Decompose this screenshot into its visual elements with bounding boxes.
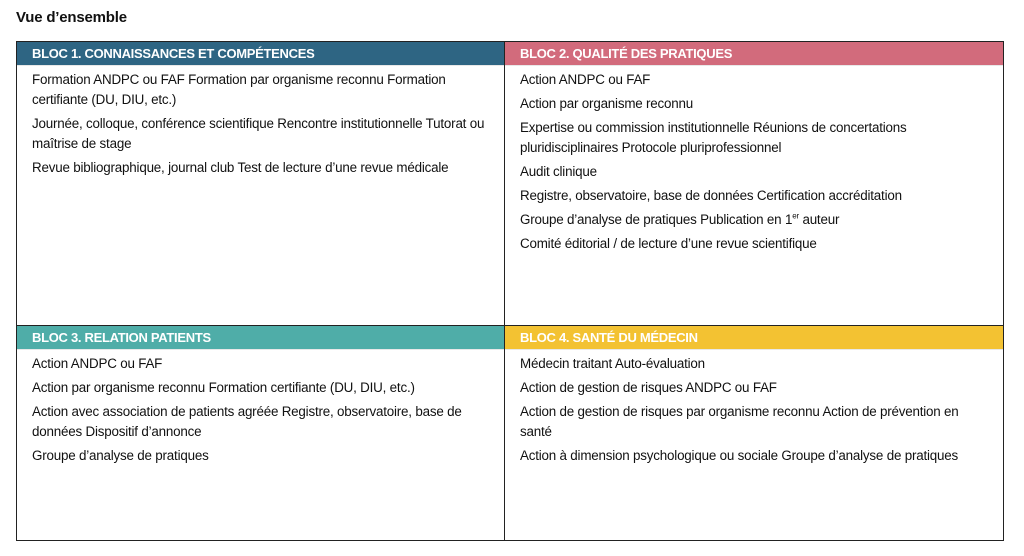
bloc-3-items bbox=[17, 350, 504, 466]
bloc-2-header: BLOC 2. QUALITÉ DES PRATIQUES bbox=[505, 42, 1003, 66]
bloc-4-sante-medecin bbox=[505, 326, 1003, 540]
bloc-2-item: Audit clinique bbox=[520, 164, 597, 179]
bloc-3-header: BLOC 3. RELATION PATIENTS bbox=[17, 326, 504, 350]
bloc-2-item: Action ANDPC ou FAF bbox=[520, 72, 651, 87]
bloc-3-item: Action par organisme reconnu Formation certifiante (DU, DIU, etc.) bbox=[32, 380, 415, 395]
bloc-4-item: Action à dimension psychologique ou sociale Groupe d’analyse de pratiques bbox=[520, 448, 958, 463]
bloc-3-item: Groupe d’analyse de pratiques bbox=[32, 448, 209, 463]
bloc-3-relation-patients bbox=[17, 326, 505, 540]
bloc-1-item: Journée, colloque, conférence scientifique Rencontre institutionnelle Tutorat ou maîtrise de stage bbox=[32, 116, 485, 151]
bloc-1-item: Revue bibliographique, journal club Test de lecture d’une revue médicale bbox=[32, 160, 449, 175]
bloc-1-item: Formation ANDPC ou FAF Formation par organisme reconnu Formation certifiante (DU, DIU, etc.) bbox=[32, 72, 446, 107]
bloc-4-items bbox=[505, 350, 1003, 466]
bloc-3-item: Action avec association de patients agréée Registre, observatoire, base de données Dispositif d’annonce bbox=[32, 404, 462, 439]
bloc-4-item: Médecin traitant Auto-évaluation bbox=[520, 356, 705, 371]
blocs-overview-table bbox=[16, 41, 1004, 541]
page-title: Vue d’ensemble bbox=[16, 9, 127, 26]
bloc-1-connaissances-competences bbox=[17, 42, 505, 326]
bloc-2-qualite-pratiques bbox=[505, 42, 1003, 326]
bloc-2-item: Comité éditorial / de lecture d’une revue scientifique bbox=[520, 236, 817, 251]
bloc-1-header: BLOC 1. CONNAISSANCES ET COMPÉTENCES bbox=[17, 42, 504, 66]
bloc-1-items bbox=[17, 66, 504, 178]
bloc-4-item: Action de gestion de risques par organisme reconnu Action de prévention en santé bbox=[520, 404, 959, 439]
bloc-2-item: Registre, observatoire, base de données Certification accréditation bbox=[520, 188, 902, 203]
bloc-3-item: Action ANDPC ou FAF bbox=[32, 356, 163, 371]
bloc-2-items bbox=[505, 66, 1003, 254]
bloc-2-item: Action par organisme reconnu bbox=[520, 96, 694, 111]
bloc-2-item: Groupe d’analyse de pratiques Publication en 1er auteur bbox=[520, 211, 840, 227]
bloc-2-item: Expertise ou commission institutionnelle Réunions de concertations pluridisciplinaires Protocole pluriprofessionnel bbox=[520, 120, 907, 155]
bloc-4-item: Action de gestion de risques ANDPC ou FAF bbox=[520, 380, 777, 395]
bloc-4-header: BLOC 4. SANTÉ DU MÉDECIN bbox=[505, 326, 1003, 350]
